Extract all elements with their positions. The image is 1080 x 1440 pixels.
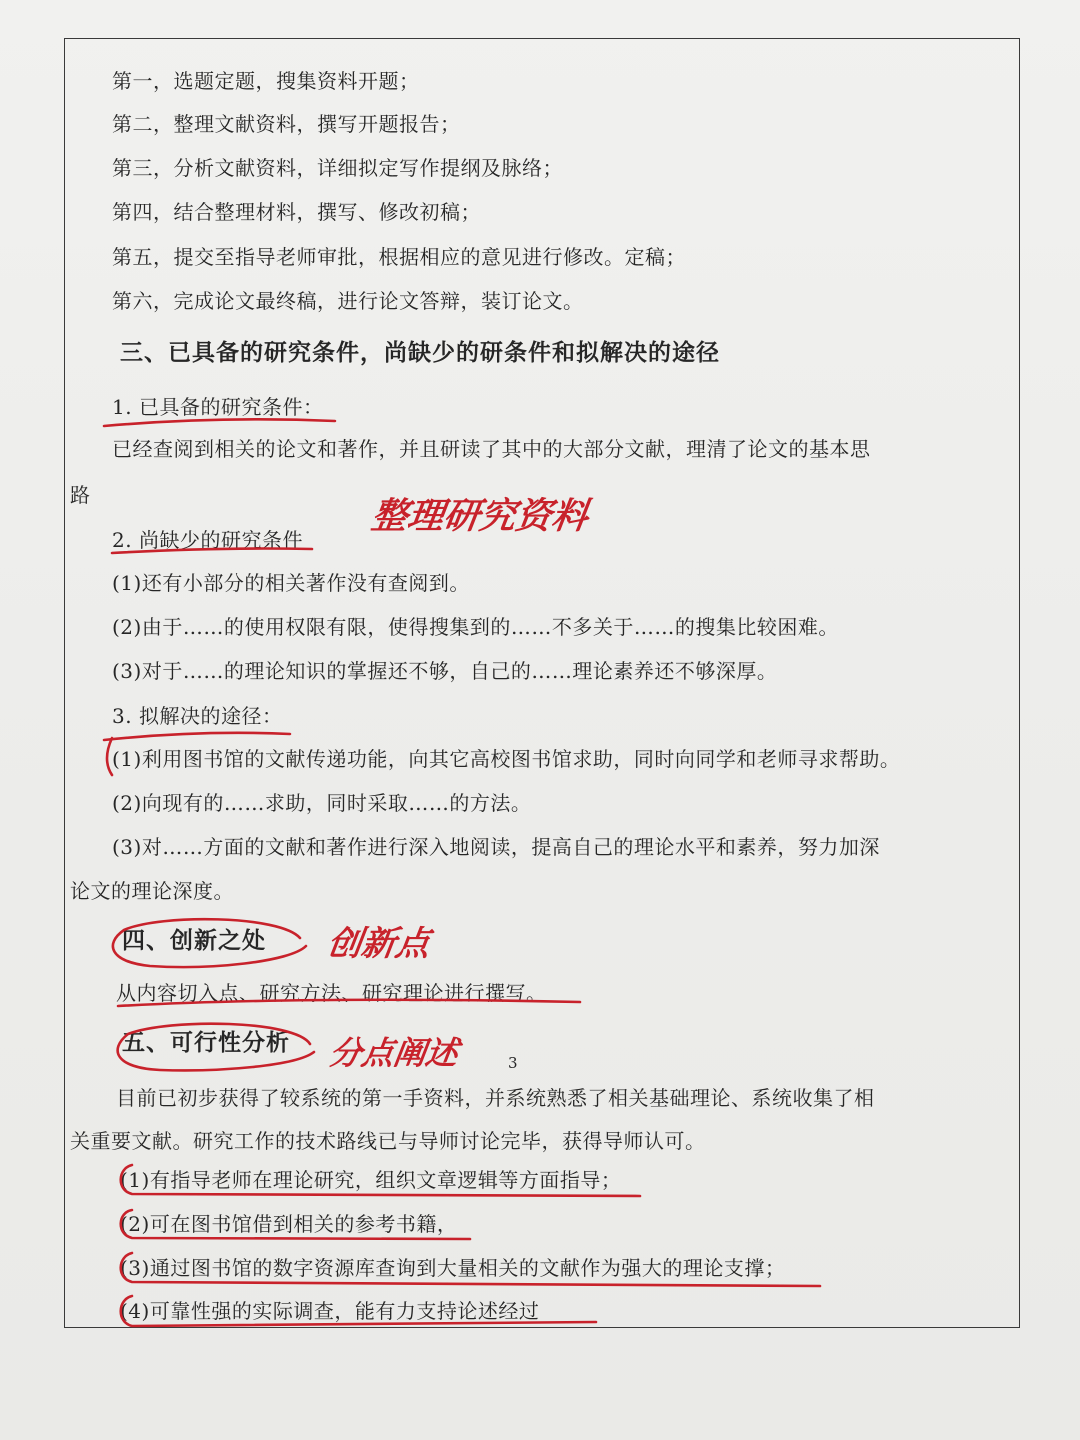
section-5-item-4: (4)可靠性强的实际调查，能有力支持论述经过	[120, 1299, 540, 1323]
section-5-text-cont: 关重要文献。研究工作的技术路线已与导师讨论完毕，获得导师认可。	[70, 1129, 706, 1153]
section-3-sub-1: 1. 已具备的研究条件：	[112, 395, 324, 419]
section-3-sub-3-item-1: (1)利用图书馆的文献传递功能，向其它高校图书馆求助，同时向同学和老师寻求帮助。	[112, 747, 901, 771]
section-5-heading: 五、可行性分析	[122, 1030, 290, 1056]
section-5-text: 目前已初步获得了较系统的第一手资料，并系统熟悉了相关基础理论、系统收集了相	[116, 1086, 875, 1110]
section-3-sub-2-item-1: (1)还有小部分的相关著作没有查阅到。	[112, 571, 470, 595]
section-3-heading: 三、已具备的研究条件，尚缺少的研条件和拟解决的途径	[120, 340, 720, 366]
section-3-sub-1-text: 已经查阅到相关的论文和著作，并且研读了其中的大部分文献，理清了论文的基本思	[112, 437, 871, 461]
handwritten-note-point-by-point: 分点阐述	[327, 1034, 461, 1072]
section-5-item-2: (2)可在图书馆借到相关的参考书籍，	[120, 1212, 458, 1236]
section-4-heading: 四、创新之处	[122, 928, 266, 954]
section-3-sub-3-item-2: (2)向现有的……求助，同时采取……的方法。	[112, 791, 532, 815]
handwritten-note-organize-materials: 整理研究资料	[368, 495, 591, 537]
section-4-text: 从内容切入点、研究方法、研究理论进行撰写。	[116, 981, 547, 1005]
section-3-sub-2: 2. 尚缺少的研究条件	[112, 528, 303, 552]
section-3-sub-2-item-2: (2)由于……的使用权限有限，使得搜集到的……不多关于……的搜集比较困难。	[112, 615, 839, 639]
page-number: 3	[508, 1054, 518, 1072]
section-3-sub-3-item-3-cont: 论文的理论深度。	[70, 879, 234, 903]
handwritten-note-innovation: 创新点	[324, 924, 433, 964]
step-6: 第六，完成论文最终稿，进行论文答辩，装订论文。	[112, 289, 584, 313]
section-3-sub-2-item-3: (3)对于……的理论知识的掌握还不够，自己的……理论素养还不够深厚。	[112, 659, 778, 683]
step-3: 第三，分析文献资料，详细拟定写作提纲及脉络；	[112, 156, 563, 180]
section-3-sub-1-text-cont: 路	[70, 483, 91, 507]
step-2: 第二，整理文献资料，撰写开题报告；	[112, 112, 461, 136]
section-3-sub-3: 3. 拟解决的途径：	[112, 704, 283, 728]
step-4: 第四，结合整理材料，撰写、修改初稿；	[112, 200, 481, 224]
section-5-item-3: (3)通过图书馆的数字资源库查询到大量相关的文献作为强大的理论支撑；	[120, 1256, 786, 1280]
step-1: 第一，选题定题，搜集资料开题；	[112, 69, 420, 93]
section-5-item-1: (1)有指导老师在理论研究，组织文章逻辑等方面指导；	[120, 1168, 622, 1192]
step-5: 第五，提交至指导老师审批，根据相应的意见进行修改。定稿；	[112, 245, 686, 269]
section-3-sub-3-item-3: (3)对……方面的文献和著作进行深入地阅读，提高自己的理论水平和素养，努力加深	[112, 835, 880, 859]
